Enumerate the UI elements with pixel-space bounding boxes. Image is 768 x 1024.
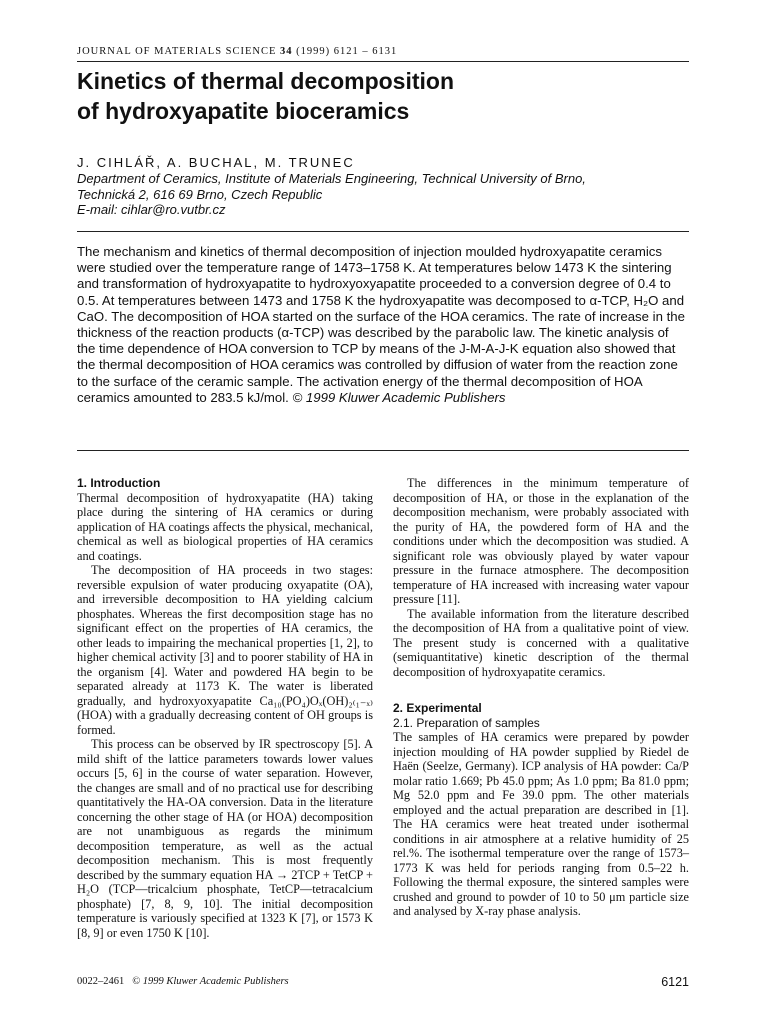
journal-header xyxy=(77,46,397,57)
paragraph: The samples of HA ceramics were prepared by powder injection moulding of HA powder supplied by Riedel de Haën (Seelze, Germany). ICP analysis of HA powder: Ca/P molar ratio 1.669; Pb 45.0 ppm; As 1.0 ppm; Ba 81.0 ppm; Mg 52.0 ppm and Fe 39.0 ppm. The other materials employed and the actual preparation are described in [1]. The HA ceramics were heat treated under isothermal conditions in air atmosphere at a relative humidity of 25 rel.%. The isothermal temperature over the range of 1573–1773 K was held for periods ranging from 0.5–22 h. Following the thermal exposure, the sintered samples were crushed and ground to powder of 10 to 50 μm particle size and analysed by X-ray phase analysis. xyxy=(393,730,689,918)
title-line-2: of hydroxyapatite bioceramics xyxy=(77,98,410,124)
abstract-top-rule xyxy=(77,231,689,232)
paragraph: The differences in the minimum temperature of decomposition of HA, or those in the explanation of the decomposition mechanism, were probably associated with the purity of HA, the powdered form of HA and the conditions under which the decomposition was studied. A significant role was obviously played by water vapour pressure in the furnace atmosphere. The decomposition temperature of HA increased with increasing water vapour pressure [11]. xyxy=(393,476,689,606)
journal-volume: 34 xyxy=(280,46,293,57)
page-number: 6121 xyxy=(661,975,689,989)
paragraph: The available information from the literature described the decomposition of HA from a qualitative point of view. The present study is concerned with a qualitative (semiquantitative) kinetic description of the thermal decomposition of hydroxyapatite ceramics. xyxy=(393,606,689,679)
footer-issn: 0022–2461 xyxy=(77,976,125,987)
authors: J. CIHLÁŘ, A. BUCHAL, M. TRUNEC xyxy=(77,155,355,170)
affiliation-line-1: Department of Ceramics, Institute of Materials Engineering, Technical University of Brno, xyxy=(77,171,586,186)
abstract-text: The mechanism and kinetics of thermal decomposition of injection moulded hydroxyapatite ceramics were studied over the temperature range of 1473–1758 K. At temperatures below 1473 K the sintering and transformation of hydroxyapatite to hydroxyoxyapatite proceeded to a conversion degree of 0.4 to 0.5. At temperatures between 1473 and 1758 K the hydroxyapatite was decomposed to α-TCP, H₂O and CaO. The decomposition of HOA started on the surface of the HOA ceramics. The rate of increase in the thickness of the reaction products (α-TCP) was described by the parabolic law. The kinetic analysis of the time dependence of HOA conversion to TCP by means of the J-M-A-J-K equation also showed that the thermal decomposition of HOA ceramics was controlled by diffusion of water from the reaction zone to the surface of the ceramic sample. The activation energy of the thermal decomposition of HOA ceramics amounted to 283.5 kJ/mol. xyxy=(77,244,685,405)
paragraph: This process can be observed by IR spectroscopy [5]. A mild shift of the lattice parameters towards lower values occurs [5, 6] in the course of water separation. However, the changes are small and of no practical use for describing quantitatively the HA-OA conversion. Data in the literature concerning the other stage of HA (or HOA) decomposition are not unambiguous as regards the minimum decomposition temperature, as well as the actual decomposition mechanism. This is most frequently described by the summary equation HA → 2TCP + TetCP + H₂O (TCP—tricalcium phosphate, TetCP—tetracalcium phosphate) [7, 8, 9, 10]. The initial decomposition temperature is variously specified at 1323 K [7], or 1573 K [8, 9] or even 1750 K [10]. xyxy=(77,737,373,940)
left-column xyxy=(77,476,373,940)
journal-name: JOURNAL OF MATERIALS SCIENCE xyxy=(77,46,277,57)
paragraph: The decomposition of HA proceeds in two stages: reversible expulsion of water producing oxyapatite (OA), and irreversible decomposition to HA yielding calcium phosphates. Whereas the first decomposition stage has no significant effect on the properties of HA ceramics, the other leads to impairing the mechanical properties [1, 2], to higher chemical activity [3] and to poorer stability of HA in the organism [4]. Water and powdered HA begin to be separated already at 1173 K. The water is liberated gradually, and hydroxyoxyapatite Ca₁₀(PO₄)Oₓ(OH)₂₍₁₋ₓ₎ (HOA) with a gradually decreasing content of OH groups is formed. xyxy=(77,563,373,737)
footer-issn-line xyxy=(77,976,289,987)
right-column xyxy=(393,476,689,919)
abstract xyxy=(77,244,689,406)
title-line-1: Kinetics of thermal decomposition xyxy=(77,68,454,94)
affiliation-line-2: Technická 2, 616 69 Brno, Czech Republic xyxy=(77,186,323,202)
section-heading-introduction: 1. Introduction xyxy=(77,476,161,490)
article-title xyxy=(77,66,689,126)
abstract-publisher: © 1999 Kluwer Academic Publishers xyxy=(292,389,506,405)
abstract-bottom-rule xyxy=(77,450,689,451)
affiliation-email[interactable]: E-mail: cihlar@ro.vutbr.cz xyxy=(77,202,226,217)
paragraph: Thermal decomposition of hydroxyapatite (HA) taking place during the sintering of HA ceramics or during application of HA coatings affects the physical, mechanical, chemical as well as biological properties of HA ceramics and coatings. xyxy=(77,490,373,563)
journal-year-pages: (1999) 6121 – 6131 xyxy=(296,46,398,57)
footer-publisher: © 1999 Kluwer Academic Publishers xyxy=(132,976,289,987)
section-heading-experimental: 2. Experimental xyxy=(393,701,482,715)
affiliation xyxy=(77,171,689,218)
subsection-heading-preparation: 2.1. Preparation of samples xyxy=(393,715,540,730)
header-rule xyxy=(77,61,689,62)
